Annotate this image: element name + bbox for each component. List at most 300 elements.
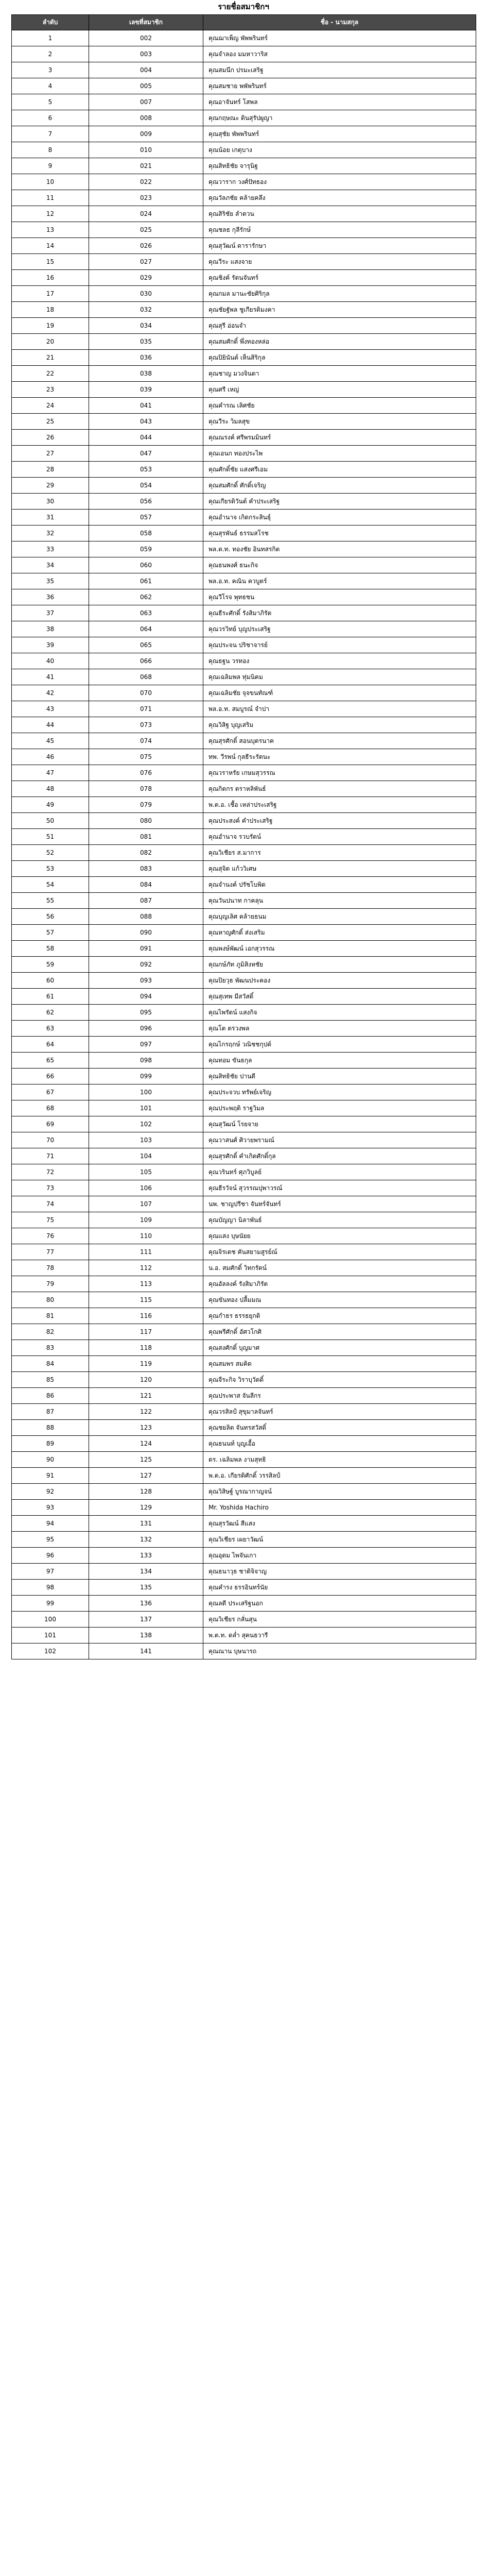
member-number-cell: 124 xyxy=(89,1436,203,1452)
table-row xyxy=(12,478,476,494)
table-row xyxy=(12,653,476,669)
order-cell: 95 xyxy=(12,1532,89,1548)
member-number-cell: 087 xyxy=(89,893,203,909)
member-name-cell: คุณธีระศักดิ์ รังสิมาภิรัต xyxy=(203,605,476,621)
order-cell: 61 xyxy=(12,989,89,1005)
member-name-cell: คุณธนนท์ บุญเอื้อ xyxy=(203,1436,476,1452)
table-row xyxy=(12,1612,476,1628)
member-number-cell: 118 xyxy=(89,1340,203,1356)
table-row xyxy=(12,781,476,797)
member-number-cell: 093 xyxy=(89,973,203,989)
order-cell: 76 xyxy=(12,1228,89,1244)
member-name-cell: คุณสุจิต แก้ววิเศษ xyxy=(203,861,476,877)
order-cell: 17 xyxy=(12,286,89,302)
member-number-cell: 095 xyxy=(89,1005,203,1021)
member-number-cell: 059 xyxy=(89,541,203,557)
member-name-cell: คุณพรีศักดิ์ อัศวโกศิ xyxy=(203,1324,476,1340)
member-number-cell: 135 xyxy=(89,1580,203,1596)
member-name-cell: คุณกษ์ภัท ภูมิสิงหชัย xyxy=(203,957,476,973)
order-cell: 2 xyxy=(12,46,89,62)
member-name-cell: คุณคำรง ธรรอินทร์นัย xyxy=(203,1580,476,1596)
order-cell: 10 xyxy=(12,174,89,190)
table-row xyxy=(12,110,476,126)
member-number-cell: 111 xyxy=(89,1244,203,1260)
member-name-cell: คุณไกรฤกษ์ วณิชชกุปต์ xyxy=(203,1037,476,1053)
member-name-cell: คุณวรวิทย์ บุญประเสริฐ xyxy=(203,621,476,637)
table-row xyxy=(12,765,476,781)
member-number-cell: 134 xyxy=(89,1564,203,1580)
order-cell: 19 xyxy=(12,318,89,334)
member-name-cell: คุณพงษ์พัฒน์ เอกสุวรรณ xyxy=(203,941,476,957)
member-name-cell: พล.อ.ท. สมบูรณ์ จำปา xyxy=(203,701,476,717)
member-number-cell: 038 xyxy=(89,366,203,382)
table-row xyxy=(12,494,476,510)
member-name-cell: คุณวีโรจ พุทธชน xyxy=(203,589,476,605)
member-number-cell: 021 xyxy=(89,158,203,174)
table-row xyxy=(12,1532,476,1548)
member-number-cell: 009 xyxy=(89,126,203,142)
member-number-cell: 113 xyxy=(89,1276,203,1292)
order-cell: 36 xyxy=(12,589,89,605)
member-number-cell: 107 xyxy=(89,1196,203,1212)
table-row xyxy=(12,446,476,462)
member-name-cell: คุณวิเชียร ส.มาการ xyxy=(203,845,476,861)
order-cell: 88 xyxy=(12,1420,89,1436)
member-name-cell: คุณศรี เหญ่ xyxy=(203,382,476,398)
order-cell: 31 xyxy=(12,510,89,526)
member-number-cell: 127 xyxy=(89,1468,203,1484)
member-name-cell: คุณวาสนศ์ ศิวายพรามณ์ xyxy=(203,1132,476,1148)
order-cell: 59 xyxy=(12,957,89,973)
member-name-cell: คุณชิงค์ รัตนจันทร์ xyxy=(203,270,476,286)
member-name-cell: คุณหาญศักดิ์ ส่งเสริม xyxy=(203,925,476,941)
table-row xyxy=(12,749,476,765)
member-number-cell: 080 xyxy=(89,813,203,829)
member-number-cell: 004 xyxy=(89,62,203,78)
table-row xyxy=(12,637,476,653)
member-number-cell: 109 xyxy=(89,1212,203,1228)
order-cell: 102 xyxy=(12,1643,89,1659)
table-row xyxy=(12,1164,476,1180)
member-name-cell: คุณประจน ปริชาจารย์ xyxy=(203,637,476,653)
member-name-cell: คุณสุรศักดิ์ สอนบุตรนาค xyxy=(203,733,476,749)
member-number-cell: 081 xyxy=(89,829,203,845)
member-number-cell: 129 xyxy=(89,1500,203,1516)
order-cell: 65 xyxy=(12,1053,89,1069)
table-row xyxy=(12,1180,476,1196)
member-name-cell: คุณณาน บุษนารถ xyxy=(203,1643,476,1659)
table-row xyxy=(12,573,476,589)
member-number-cell: 025 xyxy=(89,222,203,238)
table-row xyxy=(12,1324,476,1340)
table-row xyxy=(12,1228,476,1244)
order-cell: 77 xyxy=(12,1244,89,1260)
member-number-cell: 115 xyxy=(89,1292,203,1308)
table-row xyxy=(12,190,476,206)
table-row xyxy=(12,893,476,909)
table-row xyxy=(12,126,476,142)
order-cell: 14 xyxy=(12,238,89,254)
header-row xyxy=(12,15,476,30)
table-row xyxy=(12,366,476,382)
table-row xyxy=(12,1596,476,1612)
table-row xyxy=(12,1516,476,1532)
order-cell: 52 xyxy=(12,845,89,861)
member-number-cell: 005 xyxy=(89,78,203,94)
member-name-cell: คุณสุวัฒน์ โรยจาย xyxy=(203,1116,476,1132)
member-number-cell: 030 xyxy=(89,286,203,302)
table-row xyxy=(12,1037,476,1053)
table-row xyxy=(12,318,476,334)
table-row xyxy=(12,717,476,733)
table-row xyxy=(12,1053,476,1069)
member-number-cell: 102 xyxy=(89,1116,203,1132)
member-number-cell: 128 xyxy=(89,1484,203,1500)
member-number-cell: 137 xyxy=(89,1612,203,1628)
member-name-cell: คุณไพรัตน์ แสงกิจ xyxy=(203,1005,476,1021)
member-name-cell: พ.ต.อ. เชื้อ เหล่าประเสริฐ xyxy=(203,797,476,813)
order-cell: 58 xyxy=(12,941,89,957)
member-name-cell: คุณชลธ กุลีรักษ์ xyxy=(203,222,476,238)
order-cell: 50 xyxy=(12,813,89,829)
member-number-cell: 123 xyxy=(89,1420,203,1436)
order-cell: 22 xyxy=(12,366,89,382)
member-name-cell: คุณสิทธิชัย ปานดี xyxy=(203,1069,476,1084)
member-number-cell: 090 xyxy=(89,925,203,941)
order-cell: 15 xyxy=(12,254,89,270)
order-cell: 81 xyxy=(12,1308,89,1324)
member-name-cell: คุณสุชัย พัพพรินทร์ xyxy=(203,126,476,142)
member-number-cell: 036 xyxy=(89,350,203,366)
table-row xyxy=(12,1069,476,1084)
table-row xyxy=(12,973,476,989)
member-name-cell: คุณเฉลิมชัย จุจขนทัณฑ์ xyxy=(203,685,476,701)
member-number-cell: 132 xyxy=(89,1532,203,1548)
member-number-cell: 074 xyxy=(89,733,203,749)
member-name-cell: คุณบัญญา นิลาพันธ์ xyxy=(203,1212,476,1228)
member-name-cell: คุณจำนงค์ ปรัชโบพิต xyxy=(203,877,476,893)
order-cell: 3 xyxy=(12,62,89,78)
member-name-cell: คุณวรินทร์ ศุภวิบูลย์ xyxy=(203,1164,476,1180)
table-row xyxy=(12,605,476,621)
page-title: รายชื่อสมาชิกฯ xyxy=(218,2,269,11)
order-cell: 46 xyxy=(12,749,89,765)
table-row xyxy=(12,142,476,158)
table-row xyxy=(12,669,476,685)
table-row xyxy=(12,430,476,446)
table-row xyxy=(12,861,476,877)
order-cell: 56 xyxy=(12,909,89,925)
order-cell: 4 xyxy=(12,78,89,94)
member-number-cell: 024 xyxy=(89,206,203,222)
order-cell: 47 xyxy=(12,765,89,781)
order-cell: 12 xyxy=(12,206,89,222)
table-row xyxy=(12,206,476,222)
member-number-cell: 076 xyxy=(89,765,203,781)
member-name-cell: คุณบุญเลิศ คล้ายธนม xyxy=(203,909,476,925)
member-name-cell: คุณอำนาจ เกิดกระสินธุ์ xyxy=(203,510,476,526)
member-name-cell: คุณณรงค์ ศรีพรมมินทร์ xyxy=(203,430,476,446)
member-number-cell: 082 xyxy=(89,845,203,861)
table-row xyxy=(12,1340,476,1356)
member-number-cell: 061 xyxy=(89,573,203,589)
member-number-cell: 092 xyxy=(89,957,203,973)
member-name-cell: คุณธีรวัจน์ สุวรรณปุพาวรณ์ xyxy=(203,1180,476,1196)
member-number-cell: 026 xyxy=(89,238,203,254)
order-cell: 20 xyxy=(12,334,89,350)
member-number-cell: 097 xyxy=(89,1037,203,1053)
order-cell: 5 xyxy=(12,94,89,110)
member-name-cell: คุณสมชาย พพัพรินทร์ xyxy=(203,78,476,94)
member-number-cell: 125 xyxy=(89,1452,203,1468)
order-cell: 78 xyxy=(12,1260,89,1276)
table-row xyxy=(12,510,476,526)
member-name-cell: พ.ต.ท. ดล่ำ สุคนธวารี xyxy=(203,1628,476,1643)
member-number-cell: 100 xyxy=(89,1084,203,1100)
member-name-cell: คุณสุเทพ มีสวัสดิ์ xyxy=(203,989,476,1005)
member-number-cell: 062 xyxy=(89,589,203,605)
member-name-cell: คุณสุรวัฒน์ สีแสง xyxy=(203,1516,476,1532)
member-number-cell: 120 xyxy=(89,1372,203,1388)
order-cell: 34 xyxy=(12,557,89,573)
member-name-cell: คุณแสง บุษนัยย xyxy=(203,1228,476,1244)
member-number-cell: 008 xyxy=(89,110,203,126)
member-name-cell: คุณเฉลิมพล ทุ่มนิคม xyxy=(203,669,476,685)
member-number-cell: 007 xyxy=(89,94,203,110)
member-number-cell: 035 xyxy=(89,334,203,350)
member-number-cell: 099 xyxy=(89,1069,203,1084)
member-number-cell: 022 xyxy=(89,174,203,190)
order-cell: 94 xyxy=(12,1516,89,1532)
member-number-cell: 073 xyxy=(89,717,203,733)
table-row xyxy=(12,414,476,430)
order-cell: 80 xyxy=(12,1292,89,1308)
member-name-cell: คุณโต ตรวงพล xyxy=(203,1021,476,1037)
member-name-cell: คุณธฐน วรทอง xyxy=(203,653,476,669)
member-name-cell: คุณอาจันทร์ โสพล xyxy=(203,94,476,110)
order-cell: 25 xyxy=(12,414,89,430)
member-number-cell: 096 xyxy=(89,1021,203,1037)
member-name-cell: พล.อ.ท. คณิน ควบูตร์ xyxy=(203,573,476,589)
table-row xyxy=(12,1420,476,1436)
order-cell: 23 xyxy=(12,382,89,398)
table-row xyxy=(12,1244,476,1260)
member-number-cell: 079 xyxy=(89,797,203,813)
member-name-cell: คุณทอม ขันธกุล xyxy=(203,1053,476,1069)
table-row xyxy=(12,1132,476,1148)
order-cell: 93 xyxy=(12,1500,89,1516)
order-cell: 68 xyxy=(12,1100,89,1116)
member-name-cell: คุณวิเชียร เผยาวัฒน์ xyxy=(203,1532,476,1548)
table-row xyxy=(12,1388,476,1404)
table-row xyxy=(12,1580,476,1596)
order-cell: 18 xyxy=(12,302,89,318)
table-row xyxy=(12,1276,476,1292)
member-name-cell: คุณวีระ วิมลสุข xyxy=(203,414,476,430)
member-number-cell: 032 xyxy=(89,302,203,318)
order-cell: 45 xyxy=(12,733,89,749)
table-row xyxy=(12,1021,476,1037)
table-row xyxy=(12,957,476,973)
order-cell: 62 xyxy=(12,1005,89,1021)
order-cell: 13 xyxy=(12,222,89,238)
member-number-cell: 104 xyxy=(89,1148,203,1164)
table-row xyxy=(12,238,476,254)
member-name-cell: คุณขันทอง ปลื้มมณ xyxy=(203,1292,476,1308)
table-row xyxy=(12,877,476,893)
member-name-cell: คุณสมศักดิ์ ศักดิ์เจริญ xyxy=(203,478,476,494)
table-row xyxy=(12,845,476,861)
order-cell: 54 xyxy=(12,877,89,893)
member-number-cell: 106 xyxy=(89,1180,203,1196)
member-name-cell: คุณสุรี อ่อนจำ xyxy=(203,318,476,334)
table-row xyxy=(12,222,476,238)
member-name-cell: คุณสุรศักดิ์ คำเกิดศักดิ์กุล xyxy=(203,1148,476,1164)
table-row xyxy=(12,1468,476,1484)
member-number-cell: 066 xyxy=(89,653,203,669)
table-row xyxy=(12,286,476,302)
member-number-cell: 039 xyxy=(89,382,203,398)
member-number-cell: 121 xyxy=(89,1388,203,1404)
member-number-cell: 094 xyxy=(89,989,203,1005)
member-number-cell: 098 xyxy=(89,1053,203,1069)
order-cell: 7 xyxy=(12,126,89,142)
member-name-cell: คุณน้อย เกตุบาง xyxy=(203,142,476,158)
member-number-cell: 116 xyxy=(89,1308,203,1324)
order-cell: 97 xyxy=(12,1564,89,1580)
table-row xyxy=(12,158,476,174)
member-name-cell: คุณสมนึก ปรมะเสริฐ xyxy=(203,62,476,78)
table-row xyxy=(12,1005,476,1021)
member-number-cell: 053 xyxy=(89,462,203,478)
order-cell: 85 xyxy=(12,1372,89,1388)
member-name-cell: คุณชาญ มวงจินดา xyxy=(203,366,476,382)
member-name-cell: พล.ต.ท. ทองชัย อินทสรกิต xyxy=(203,541,476,557)
member-name-cell: คุณกิตกร ตราหลิพันธ์ xyxy=(203,781,476,797)
order-cell: 79 xyxy=(12,1276,89,1292)
member-number-cell: 057 xyxy=(89,510,203,526)
member-number-cell: 027 xyxy=(89,254,203,270)
member-number-cell: 002 xyxy=(89,30,203,46)
member-name-cell: คุณชัยฐัพล ชูเกียรติมงคา xyxy=(203,302,476,318)
order-cell: 43 xyxy=(12,701,89,717)
order-cell: 55 xyxy=(12,893,89,909)
member-name-cell: คุณจิรเดช คันสยามสูรย์ณ์ xyxy=(203,1244,476,1260)
member-number-cell: 071 xyxy=(89,701,203,717)
order-cell: 39 xyxy=(12,637,89,653)
table-row xyxy=(12,1452,476,1468)
table-row xyxy=(12,941,476,957)
member-name-cell: คุณวีระ แสงจาย xyxy=(203,254,476,270)
table-row xyxy=(12,925,476,941)
member-number-cell: 070 xyxy=(89,685,203,701)
member-name-cell: คุณวันปนาท กาคลุน xyxy=(203,893,476,909)
table-row xyxy=(12,382,476,398)
member-number-cell: 058 xyxy=(89,526,203,541)
header-full-name: ชื่อ - นามสกุล xyxy=(203,15,476,30)
order-cell: 48 xyxy=(12,781,89,797)
table-row xyxy=(12,1356,476,1372)
member-number-cell: 023 xyxy=(89,190,203,206)
table-row xyxy=(12,1404,476,1420)
table-row xyxy=(12,1116,476,1132)
member-name-cell: คุณอำนาจ รวบรัตน์ xyxy=(203,829,476,845)
order-cell: 69 xyxy=(12,1116,89,1132)
member-number-cell: 091 xyxy=(89,941,203,957)
table-row xyxy=(12,1643,476,1659)
member-table xyxy=(11,14,476,1659)
member-name-cell: คุณประพฤติ ราฐวิมล xyxy=(203,1100,476,1116)
order-cell: 30 xyxy=(12,494,89,510)
member-name-cell: คุณชยลิต จันทรสวัสดิ์ xyxy=(203,1420,476,1436)
table-row xyxy=(12,1308,476,1324)
order-cell: 83 xyxy=(12,1340,89,1356)
member-name-cell: นพ. ชาญปรีชา จันทร์จันทร์ xyxy=(203,1196,476,1212)
order-cell: 90 xyxy=(12,1452,89,1468)
member-number-cell: 078 xyxy=(89,781,203,797)
member-name-cell: คุณสุรพันธ์ ธรรมสโรช xyxy=(203,526,476,541)
member-name-cell: คุณสงศักดิ์ บุญมาศ xyxy=(203,1340,476,1356)
table-row xyxy=(12,1212,476,1228)
member-name-cell: คุณวัลภชัย คล้ายคลึง xyxy=(203,190,476,206)
order-cell: 92 xyxy=(12,1484,89,1500)
header-member-number: เลขที่สมาชิก xyxy=(89,15,203,30)
member-name-cell: คุณสิทธิชัย จารุนิฐ xyxy=(203,158,476,174)
member-name-cell: ทพ. วีรพน์ กุลธีระรัตนะ xyxy=(203,749,476,765)
order-cell: 72 xyxy=(12,1164,89,1180)
order-cell: 74 xyxy=(12,1196,89,1212)
table-row xyxy=(12,685,476,701)
member-number-cell: 043 xyxy=(89,414,203,430)
table-row xyxy=(12,94,476,110)
member-number-cell: 065 xyxy=(89,637,203,653)
order-cell: 29 xyxy=(12,478,89,494)
member-name-cell: ดร. เฉลิมพล งามสุทธิ xyxy=(203,1452,476,1468)
member-number-cell: 044 xyxy=(89,430,203,446)
member-number-cell: 117 xyxy=(89,1324,203,1340)
order-cell: 24 xyxy=(12,398,89,414)
member-name-cell: คุณกมล มานะชัยศิริกุล xyxy=(203,286,476,302)
member-name-cell: คุณลดี ประเสริฐนอก xyxy=(203,1596,476,1612)
table-row xyxy=(12,557,476,573)
order-cell: 16 xyxy=(12,270,89,286)
member-name-cell: คุณกำธร ธรรธยุกติ xyxy=(203,1308,476,1324)
member-number-cell: 138 xyxy=(89,1628,203,1643)
order-cell: 98 xyxy=(12,1580,89,1596)
order-cell: 28 xyxy=(12,462,89,478)
member-number-cell: 010 xyxy=(89,142,203,158)
member-number-cell: 088 xyxy=(89,909,203,925)
table-row xyxy=(12,701,476,717)
member-name-cell: คุณธนพงศ์ ธนะกิจ xyxy=(203,557,476,573)
table-row xyxy=(12,462,476,478)
table-row xyxy=(12,1548,476,1564)
order-cell: 32 xyxy=(12,526,89,541)
order-cell: 67 xyxy=(12,1084,89,1100)
order-cell: 26 xyxy=(12,430,89,446)
table-row xyxy=(12,1100,476,1116)
table-row xyxy=(12,1292,476,1308)
table-row xyxy=(12,526,476,541)
table-row xyxy=(12,302,476,318)
order-cell: 44 xyxy=(12,717,89,733)
order-cell: 70 xyxy=(12,1132,89,1148)
order-cell: 84 xyxy=(12,1356,89,1372)
order-cell: 1 xyxy=(12,30,89,46)
order-cell: 100 xyxy=(12,1612,89,1628)
member-name-cell: คุณสิริชัย ลำดวน xyxy=(203,206,476,222)
order-cell: 6 xyxy=(12,110,89,126)
